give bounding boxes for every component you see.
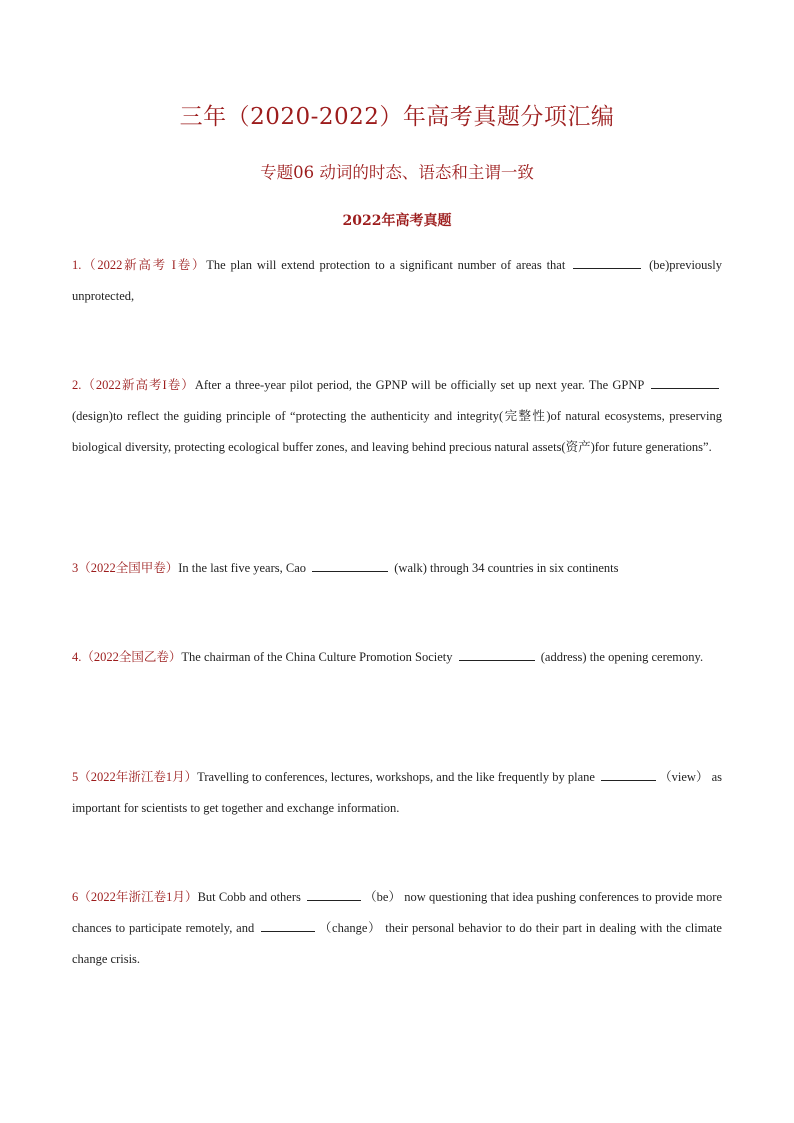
question-text: The chairman of the China Culture Promotion Society bbox=[181, 650, 453, 664]
question-text: Travelling to conferences, lectures, workshops, and the like frequently by plane bbox=[197, 770, 595, 784]
question-label: 5（2022年浙江卷1月） bbox=[72, 770, 198, 784]
question-text: （be） now questioning that idea pushing conferences to provide more chances to participate remotely, and bbox=[72, 890, 723, 935]
question-6 bbox=[72, 882, 722, 975]
answer-blank[interactable] bbox=[459, 647, 535, 661]
question-text: （view） as important for scientists to get together and exchange information. bbox=[72, 770, 723, 815]
question-text: (be)previously unprotected, bbox=[72, 258, 723, 303]
answer-blank[interactable] bbox=[312, 558, 388, 572]
question-text: But Cobb and others bbox=[197, 890, 301, 904]
answer-blank[interactable] bbox=[651, 375, 719, 389]
question-label: 2.（2022新高考I卷） bbox=[72, 378, 195, 392]
question-3 bbox=[72, 553, 722, 584]
section-heading: 2022年高考真题 bbox=[342, 213, 452, 229]
answer-blank[interactable] bbox=[261, 918, 315, 932]
question-text: (address) the opening ceremony. bbox=[540, 650, 704, 664]
question-label: 3（2022全国甲卷） bbox=[72, 561, 179, 575]
question-text: After a three-year pilot period, the GPNP will be officially set up next year. The GPNP bbox=[194, 378, 644, 392]
question-2 bbox=[72, 370, 722, 463]
page-title: 三年（2020-2022）年高考真题分项汇编 bbox=[179, 104, 615, 130]
question-text: In the last five years, Cao bbox=[178, 561, 306, 575]
topic-subtitle: 专题06 动词的时态、语态和主谓一致 bbox=[260, 163, 534, 182]
question-label: 1.（2022新高考 I卷） bbox=[72, 258, 207, 272]
question-1 bbox=[72, 250, 722, 312]
answer-blank[interactable] bbox=[601, 767, 656, 781]
question-text: (design)to reflect the guiding principle of “protecting the authenticity and integrity(完整性)of natural ecosystems, preserving biological diversity, protecting ecological buffer zones, and leaving behind precious natural assets(资产)for future generations”. bbox=[72, 409, 722, 454]
question-text: The plan will extend protection to a significant number of areas that bbox=[206, 258, 566, 272]
question-text: (walk) through 34 countries in six continents bbox=[394, 561, 619, 575]
question-5 bbox=[72, 762, 722, 824]
question-label: 6（2022年浙江卷1月） bbox=[72, 890, 198, 904]
answer-blank[interactable] bbox=[573, 255, 641, 269]
answer-blank[interactable] bbox=[307, 887, 361, 901]
question-label: 4.（2022全国乙卷） bbox=[72, 650, 182, 664]
question-text: （change） their personal behavior to do their part in dealing with the climate change crisis. bbox=[72, 921, 722, 966]
question-4 bbox=[72, 642, 722, 673]
